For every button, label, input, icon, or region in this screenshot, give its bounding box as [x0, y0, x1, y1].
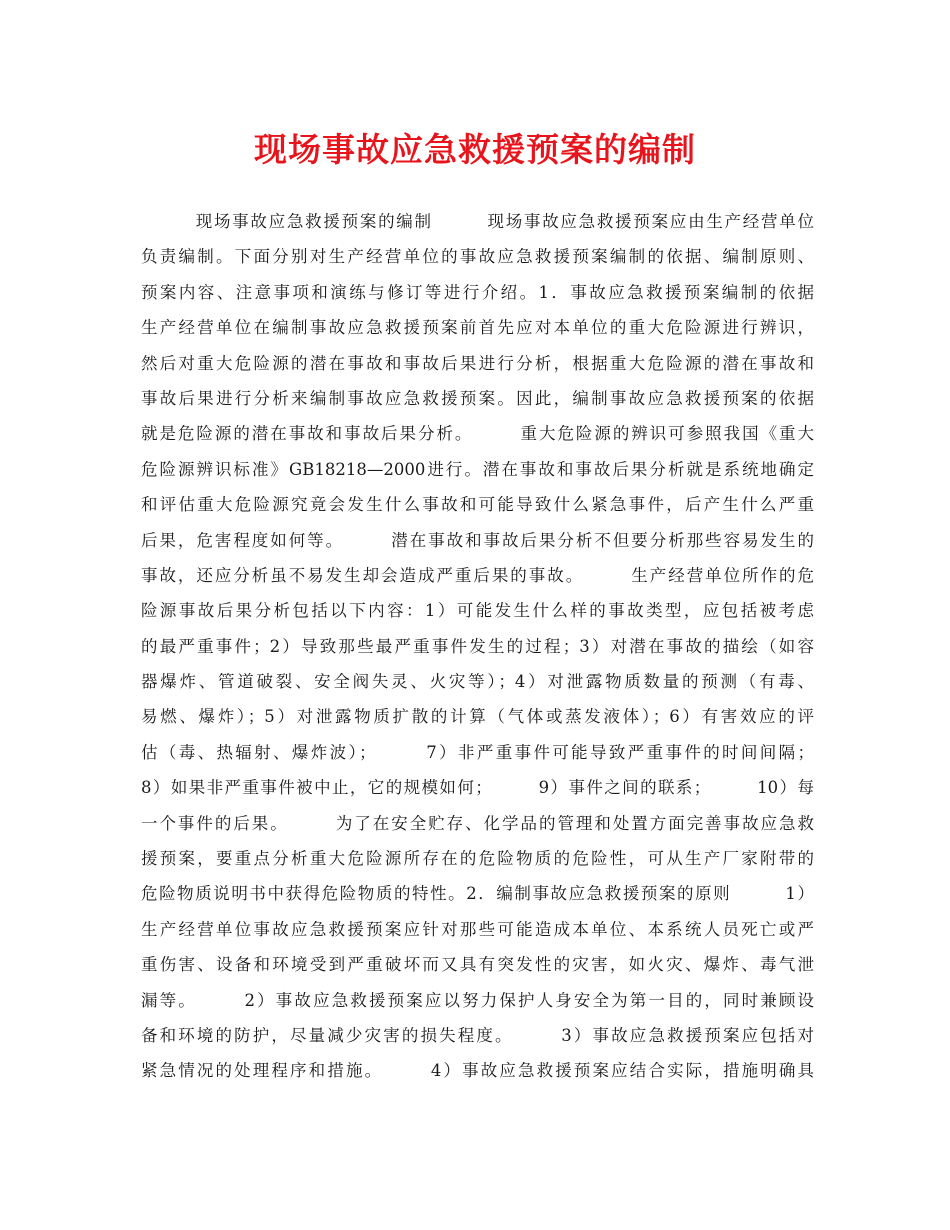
- body-line: 一个事件的后果。 为了在安全贮存、化学品的管理和处置方面完善事故应急救: [141, 813, 814, 833]
- body-line: 重伤害、设备和环境受到严重破坏而又具有突发性的灾害，如火灾、爆炸、毒气泄: [141, 955, 814, 975]
- body-line: 紧急情况的处理程序和措施。 4）事故应急救援预案应结合实际，措施明确具: [141, 1061, 814, 1081]
- body-line: 生产经营单位在编制事故应急救援预案前首先应对本单位的重大危险源进行辨识，: [141, 318, 814, 338]
- body-line: 事故后果进行分析来编制事故应急救援预案。因此，编制事故应急救援预案的依据: [141, 388, 814, 408]
- body-line: 负责编制。下面分别对生产经营单位的事故应急救援预案编制的依据、编制原则、: [141, 247, 814, 267]
- body-line: 8）如果非严重事件被中止，它的规模如何； 9）事件之间的联系； 10）每: [141, 778, 814, 798]
- body-line: 后果，危害程度如何等。 潜在事故和事故后果分析不但要分析那些容易发生的: [141, 530, 814, 550]
- body-line: 易燃、爆炸）；5）对泄露物质扩散的计算（气体或蒸发液体）；6）有害效应的评: [141, 707, 814, 727]
- document-body: [141, 204, 814, 1089]
- body-line: 援预案，要重点分析重大危险源所存在的危险物质的危险性，可从生产厂家附带的: [141, 849, 814, 869]
- body-line: 估（毒、热辐射、爆炸波）； 7）非严重事件可能导致严重事件的时间间隔；: [141, 742, 814, 762]
- body-line: 和评估重大危险源究竟会发生什么事故和可能导致什么紧急事件，后产生什么严重: [141, 495, 814, 515]
- body-line: 漏等。 2）事故应急救援预案应以努力保护人身安全为第一目的，同时兼顾设: [141, 990, 814, 1010]
- document-title: 现场事故应急救援预案的编制: [254, 130, 696, 169]
- body-line: 器爆炸、管道破裂、安全阀失灵、火灾等）；4）对泄露物质数量的预测（有毒、: [141, 672, 814, 692]
- body-line: 的最严重事件；2）导致那些最严重事件发生的过程；3）对潜在事故的描绘（如容: [141, 636, 814, 656]
- body-line: 预案内容、注意事项和演练与修订等进行介绍。1．事故应急救援预案编制的依据: [141, 282, 814, 302]
- body-line: 备和环境的防护，尽量减少灾害的损失程度。 3）事故应急救援预案应包括对: [141, 1025, 814, 1045]
- body-line: 事故，还应分析虽不易发生却会造成严重后果的事故。 生产经营单位所作的危: [141, 565, 814, 585]
- body-line: 险源事故后果分析包括以下内容：1）可能发生什么样的事故类型，应包括被考虑: [141, 601, 814, 621]
- body-line: 危险物质说明书中获得危险物质的特性。2．编制事故应急救援预案的原则 1）: [141, 884, 814, 904]
- body-line: 危险源辨识标准》GB18218—2000进行。潜在事故和事故后果分析就是系统地确定: [141, 459, 814, 479]
- body-line: 然后对重大危险源的潜在事故和事故后果进行分析，根据重大危险源的潜在事故和: [141, 353, 814, 373]
- body-line: 现场事故应急救援预案的编制 现场事故应急救援预案应由生产经营单位: [141, 212, 814, 231]
- body-line: 生产经营单位事故应急救援预案应针对那些可能造成本单位、本系统人员死亡或严: [141, 919, 814, 939]
- body-line: 就是危险源的潜在事故和事故后果分析。 重大危险源的辨识可参照我国《重大: [141, 424, 814, 444]
